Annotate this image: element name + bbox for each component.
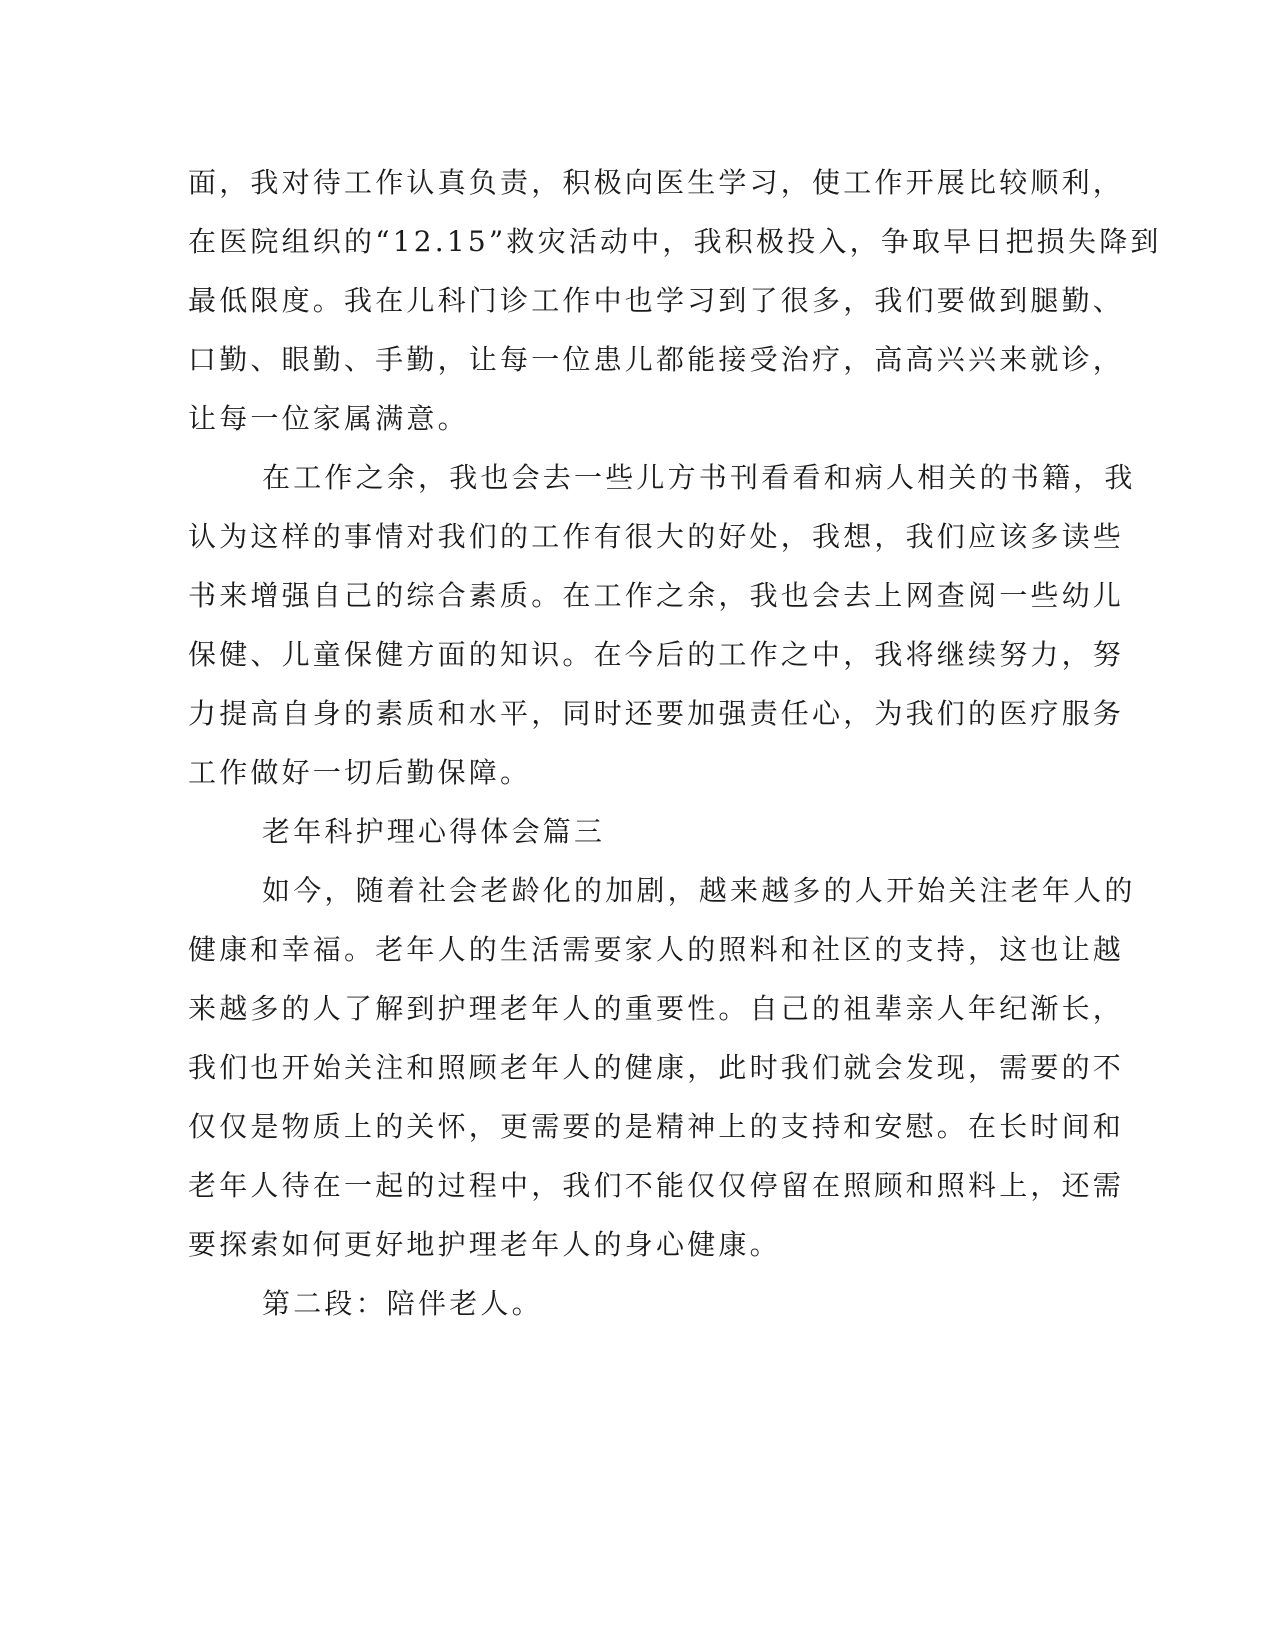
subsection-heading: 第二段：陪伴老人。 [262, 1287, 543, 1320]
text-line: 认为这样的事情对我们的工作有很大的好处，我想，我们应该多读些 [188, 520, 1125, 553]
text-line: 口勤、眼勤、手勤，让每一位患儿都能接受治疗，高高兴兴来就诊， [188, 343, 1125, 376]
text-line: 健康和幸福。老年人的生活需要家人的照料和社区的支持，这也让越 [188, 933, 1125, 966]
text-line: 工作做好一切后勤保障。 [188, 756, 532, 789]
text-line: 要探索如何更好地护理老年人的身心健康。 [188, 1228, 781, 1261]
text-line: 保健、儿童保健方面的知识。在今后的工作之中，我将继续努力，努 [188, 638, 1125, 671]
text-line: 最低限度。我在儿科门诊工作中也学习到了很多，我们要做到腿勤、 [188, 284, 1125, 317]
text-line: 面，我对待工作认真负责，积极向医生学习，使工作开展比较顺利， [188, 166, 1125, 199]
text-line: 力提高自身的素质和水平，同时还要加强责任心，为我们的医疗服务 [188, 697, 1125, 730]
paragraph-first-line: 如今，随着社会老龄化的加剧，越来越多的人开始关注老年人的 [262, 874, 1136, 907]
text-line: 我们也开始关注和照顾老年人的健康，此时我们就会发现，需要的不 [188, 1051, 1125, 1084]
text-line: 来越多的人了解到护理老年人的重要性。自己的祖辈亲人年纪渐长， [188, 992, 1125, 1025]
text-line: 老年人待在一起的过程中，我们不能仅仅停留在照顾和照料上，还需 [188, 1169, 1125, 1202]
text-line: 书来增强自己的综合素质。在工作之余，我也会去上网查阅一些幼儿 [188, 579, 1125, 612]
section-heading: 老年科护理心得体会篇三 [262, 815, 606, 848]
text-line: 在医院组织的“12.15”救灾活动中，我积极投入，争取早日把损失降到 [188, 225, 1162, 258]
paragraph-first-line: 在工作之余，我也会去一些儿方书刊看看和病人相关的书籍，我 [262, 461, 1136, 494]
text-line: 仅仅是物质上的关怀，更需要的是精神上的支持和安慰。在长时间和 [188, 1110, 1125, 1143]
text-line: 让每一位家属满意。 [188, 402, 469, 435]
